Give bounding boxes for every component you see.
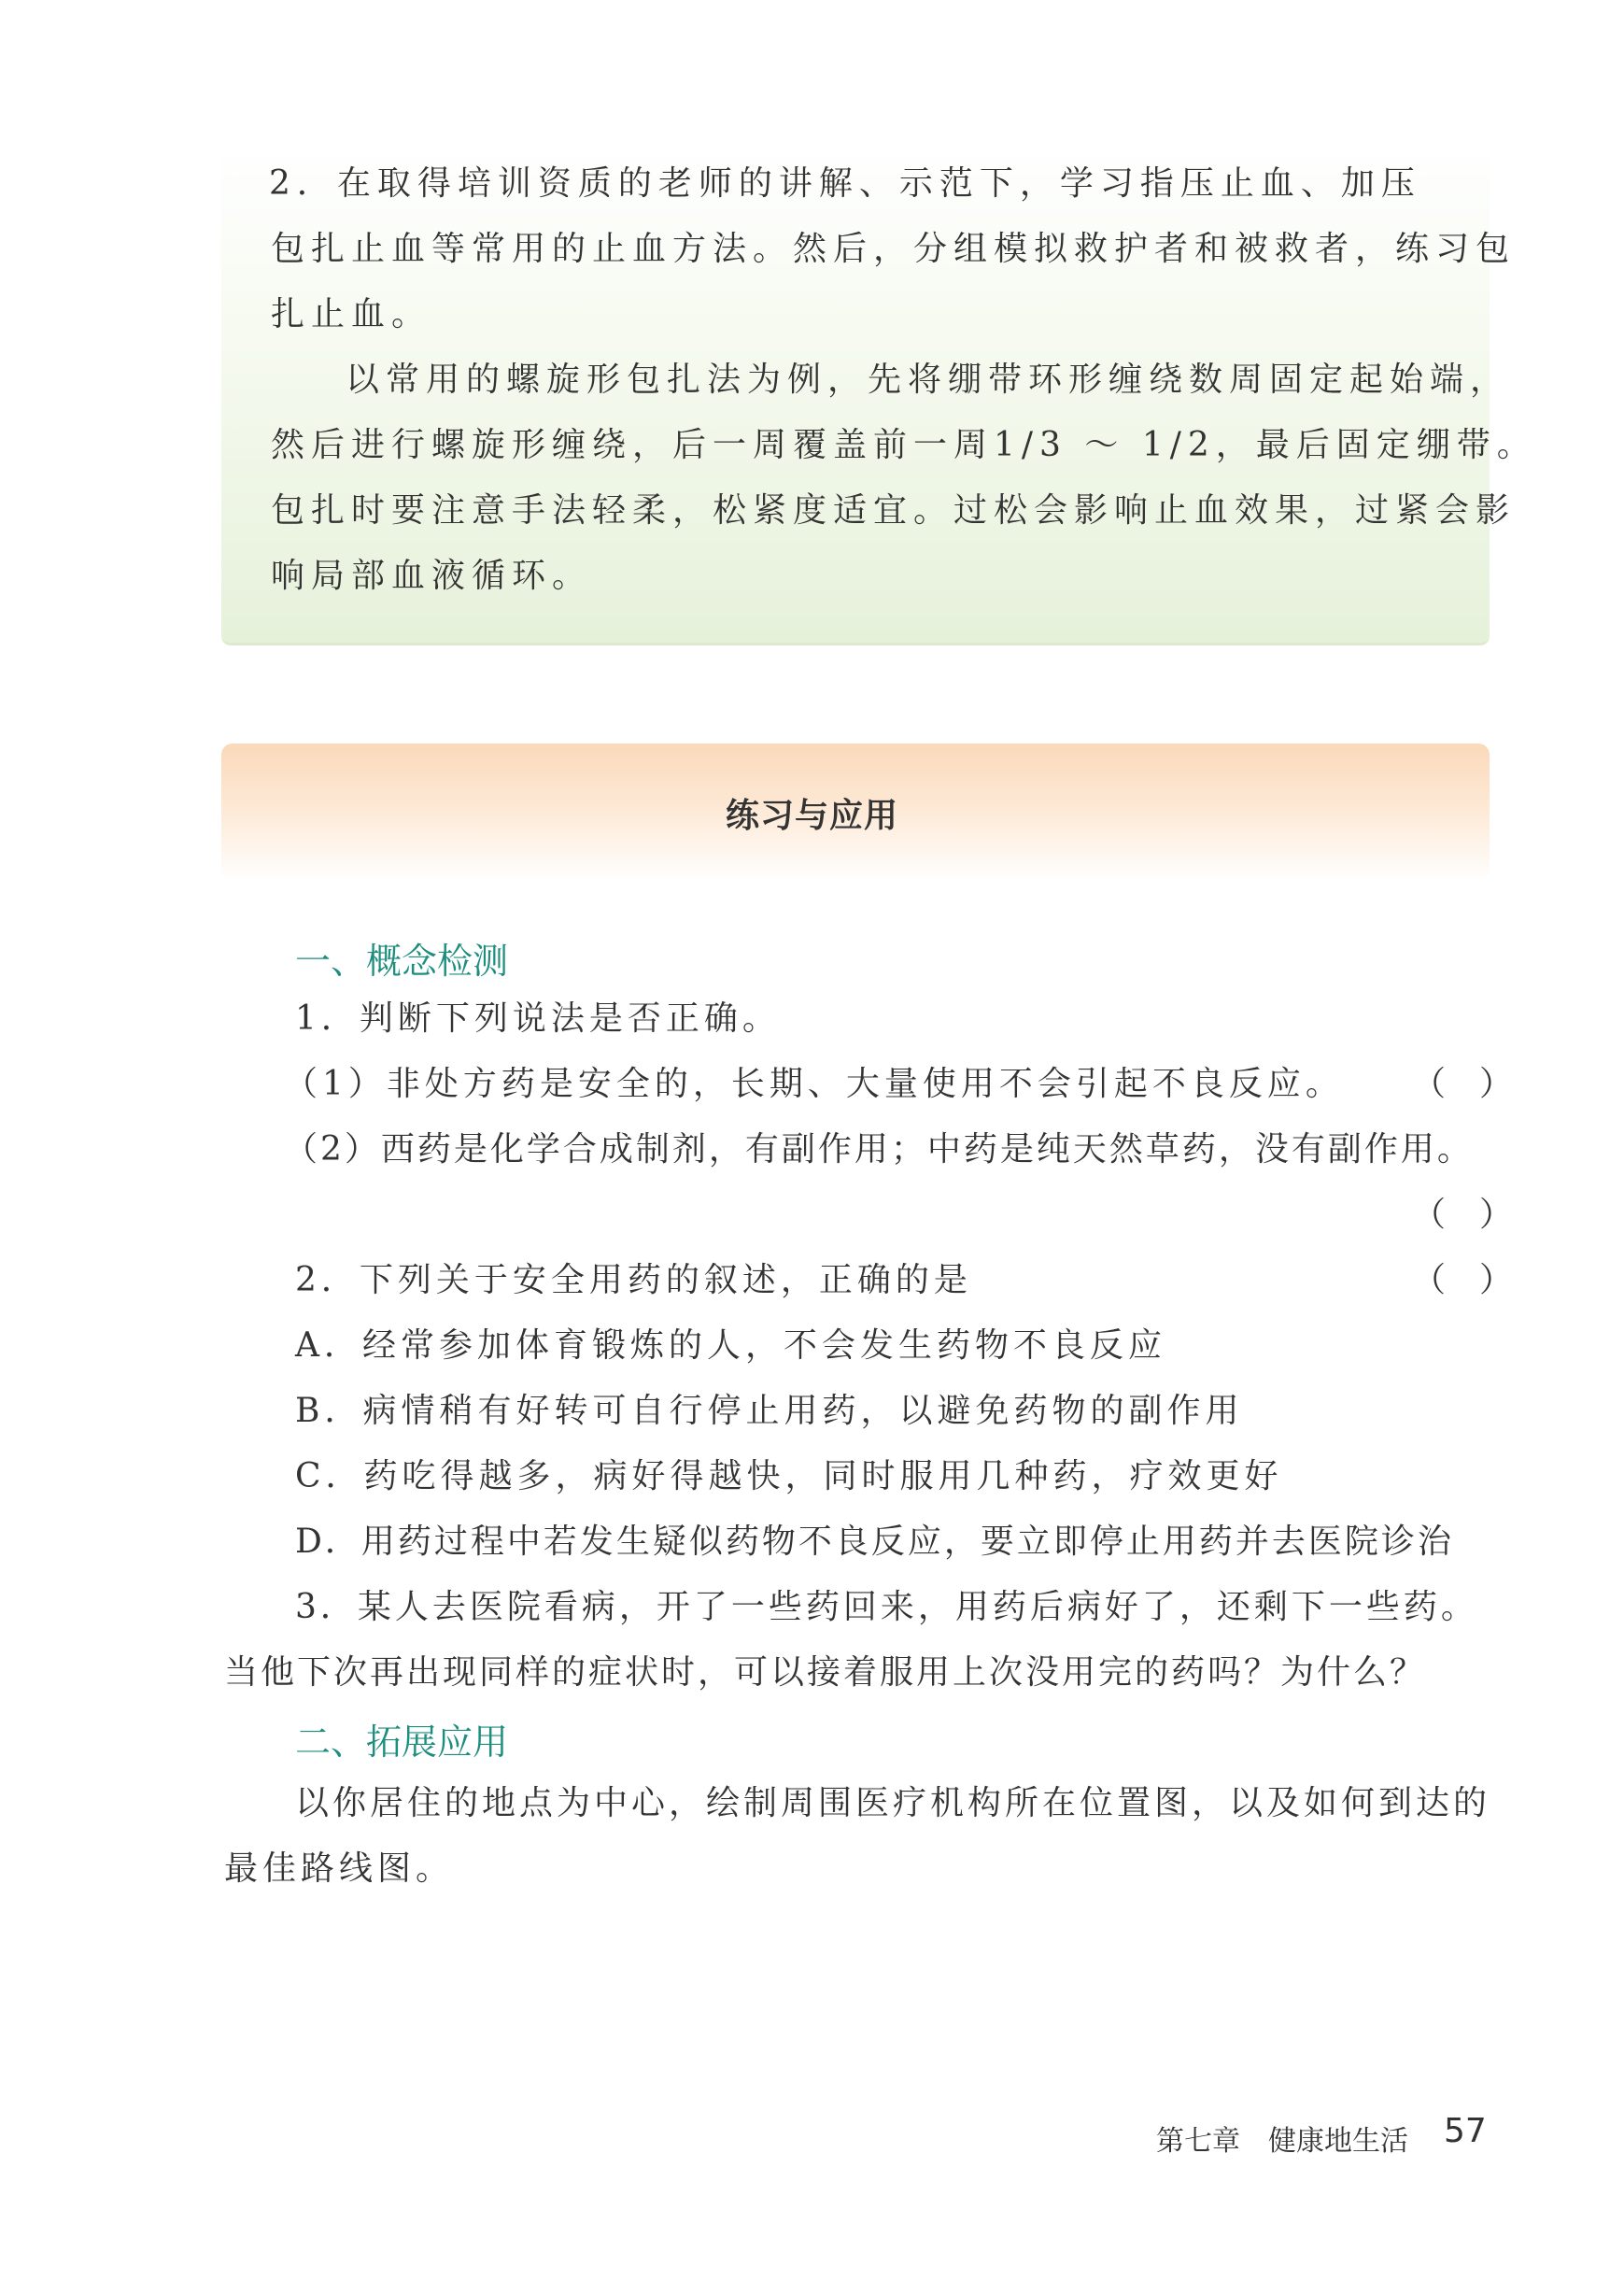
activity-p1-line-3: 扎止血。 [271, 295, 432, 333]
footer-chapter-title: 第七章 健康地生活 [1156, 2125, 1408, 2158]
page-number: 57 [1444, 2112, 1487, 2150]
activity-p2-line-2: 然后进行螺旋形缠绕，后一周覆盖前一周1/3 ～ 1/2，最后固定绷带。 [271, 426, 1537, 464]
section-heading-concept-check: 一、概念检测 [295, 941, 509, 982]
activity-p2-line-3: 包扎时要注意手法轻柔，松紧度适宜。过松会影响止血效果，过紧会影 [271, 491, 1517, 530]
question-1: 1．判断下列说法是否正确。 [295, 999, 781, 1038]
question-1-item-1: （1）非处方药是安全的，长期、大量使用不会引起不良反应。 [284, 1065, 1344, 1103]
option-d: D．用药过程中若发生疑似药物不良反应，要立即停止用药并去医院诊治 [295, 1523, 1454, 1561]
section-heading-extension: 二、拓展应用 [295, 1721, 509, 1763]
answer-paren-1: （ ） [1412, 1065, 1514, 1103]
exercise-title: 练习与应用 [725, 797, 898, 835]
activity-p2-line-4: 响局部血液循环。 [271, 557, 593, 595]
option-b: B．病情稍有好转可自行停止用药，以避免药物的副作用 [295, 1392, 1244, 1430]
activity-paragraph-2-cont [271, 413, 1537, 609]
option-c: C．药吃得越多，病好得越快，同时服用几种药，疗效更好 [295, 1457, 1283, 1495]
activity-paragraph-1-cont [271, 217, 1516, 347]
activity-p1-line-1: 2．在取得培训资质的老师的讲解、示范下，学习指压止血、加压 [269, 164, 1421, 203]
question-3-line-1: 3．某人去医院看病，开了一些药回来，用药后病好了，还剩下一些药。 [295, 1588, 1478, 1626]
question-1-item-2: （2）西药是化学合成制剂，有副作用；中药是纯天然草药，没有副作用。 [284, 1130, 1474, 1169]
question-2: 2．下列关于安全用药的叙述，正确的是 [295, 1261, 972, 1299]
activity-p2-line-1: 以常用的螺旋形包扎法为例，先将绷带环形缠绕数周固定起始端， [346, 361, 1511, 399]
activity-paragraph-2 [346, 347, 1510, 413]
extension-line-1: 以你居住的地点为中心，绘制周围医疗机构所在位置图，以及如何到达的 [295, 1784, 1491, 1822]
answer-paren-2: （ ） [1412, 1196, 1514, 1234]
option-a: A．经常参加体育锻炼的人，不会发生药物不良反应 [295, 1326, 1166, 1365]
activity-paragraph-1 [269, 151, 1421, 217]
question-3-line-2: 当他下次再出现同样的症状时，可以接着服用上次没用完的药吗？为什么？ [224, 1653, 1427, 1692]
activity-p1-line-2: 包扎止血等常用的止血方法。然后，分组模拟救护者和被救者，练习包 [271, 230, 1517, 268]
extension-line-2: 最佳路线图。 [224, 1849, 455, 1888]
answer-paren-3: （ ） [1412, 1261, 1514, 1299]
